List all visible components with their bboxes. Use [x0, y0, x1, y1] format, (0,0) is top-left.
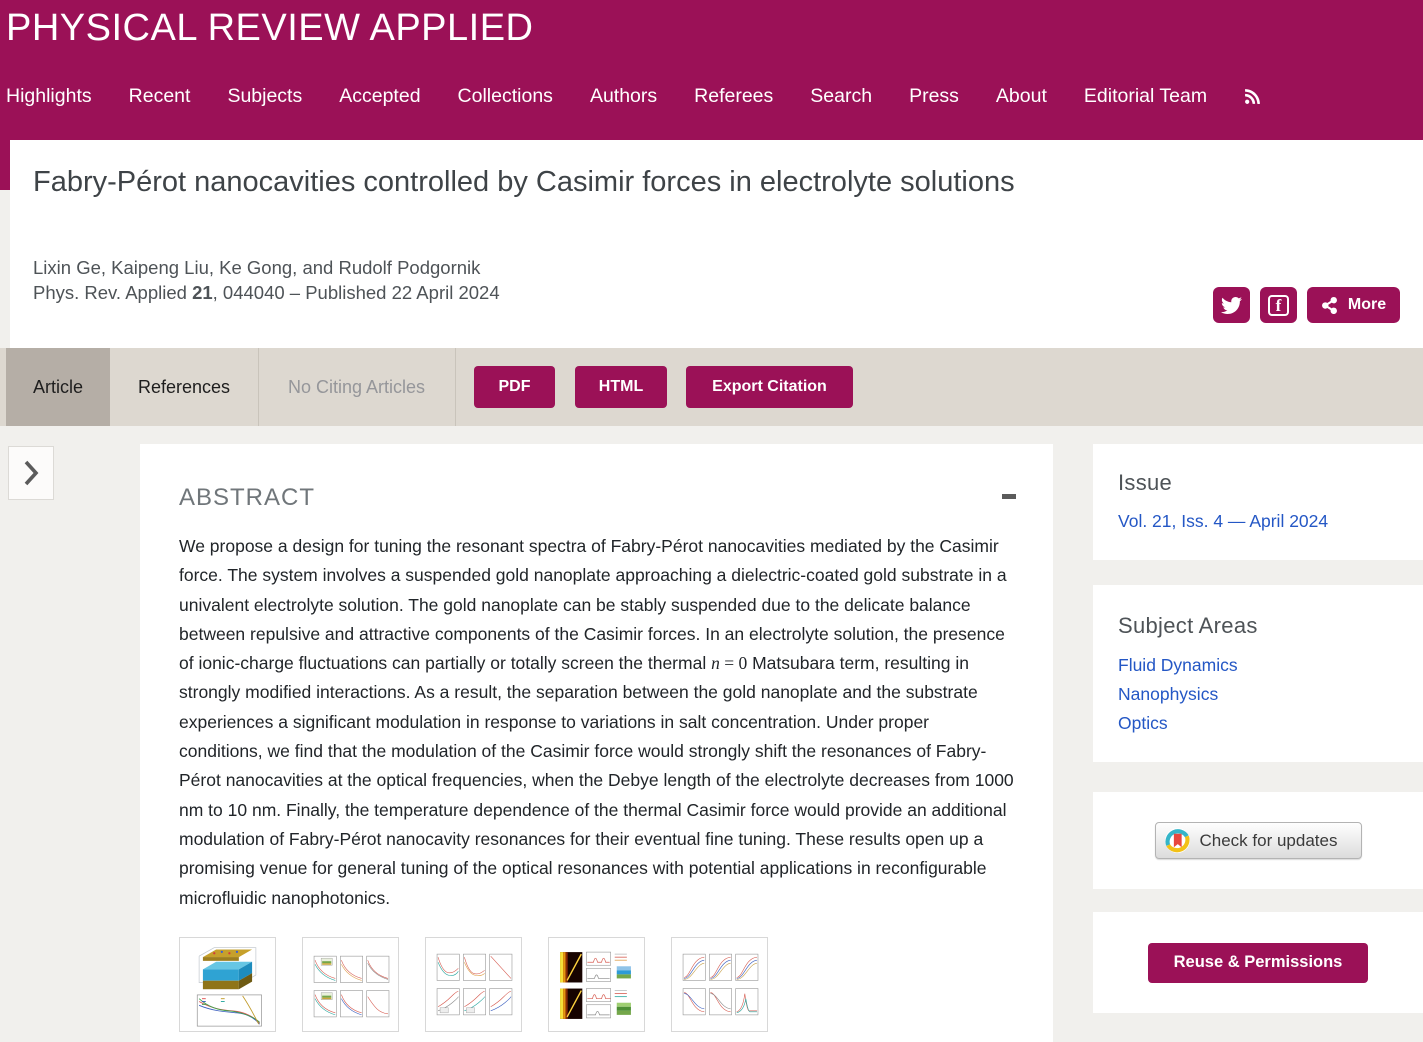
nav-about[interactable]: About [995, 85, 1047, 107]
facebook-share-button[interactable] [1260, 287, 1297, 323]
figure-thumbnails [179, 937, 768, 1032]
abstract-text: We propose a design for tuning the resonant spectra of Fabry-Pérot nanocavities mediated by the Casimir force. The system involves a suspended gold nanoplate approaching a dielectric-coated gold substrate in a univalent electrolyte solution. The gold nanoplate can be stably suspended due to the delicate balance between repulsive and attractive components of the Casimir forces. In an electrolyte solution, the presence of ionic-charge fluctuations can partially or totally screen the thermal n = 0 Matsubara term, resulting in strongly modified interactions. As a result, the separation between the gold nanoplate and the substrate experiences a significant modulation in response to variations in salt concentration. Under proper conditions, we find that the modulation of the Casimir force would strongly shift the resonances of Fabry-Pérot nanocavities at the optical frequencies, when the Debye length of the electrolyte decreases from 1000 nm to 10 nm. Finally, the temperature dependence of the thermal Casimir force would provide an additional modulation of Fabry-Pérot nanocavity resonances for their eventual fine tuning. These results open up a promising venue for general tuning of the optical resonances with potential applications in reconfigurable microfluidic nanophotonics. [179, 536, 1014, 908]
nav-collections[interactable]: Collections [457, 85, 553, 107]
masthead-nav [6, 85, 1261, 108]
nav-recent[interactable]: Recent [128, 85, 191, 107]
abstract-heading: ABSTRACT [179, 484, 316, 511]
check-for-updates-label: Check for updates [1199, 830, 1338, 850]
chevron-right-icon [23, 460, 39, 486]
subject-link-nanophysics[interactable]: Nanophysics [1118, 684, 1219, 704]
collapse-minus-icon[interactable] [1002, 494, 1016, 499]
html-button[interactable]: HTML [575, 366, 667, 408]
nav-editorial-team[interactable]: Editorial Team [1083, 85, 1208, 107]
figure-2-thumbnail[interactable] [302, 937, 399, 1032]
check-updates-card [1093, 792, 1423, 889]
twitter-share-button[interactable] [1213, 287, 1250, 323]
figure-3-thumbnail[interactable] [425, 937, 522, 1032]
reuse-permissions-card [1093, 912, 1423, 1013]
nav-referees[interactable]: Referees [694, 85, 774, 107]
issue-heading: Issue [1118, 470, 1173, 495]
tab-no-citing-articles[interactable]: No Citing Articles [287, 376, 426, 397]
tab-divider [455, 348, 456, 426]
pdf-button[interactable]: PDF [474, 366, 555, 408]
subject-areas-heading: Subject Areas [1118, 613, 1258, 638]
tab-article[interactable]: Article [6, 348, 110, 426]
nav-authors[interactable]: Authors [589, 85, 658, 107]
nav-highlights[interactable]: Highlights [6, 85, 92, 107]
article-title: Fabry-Pérot nanocavities controlled by Casimir forces in electrolyte solutions [33, 166, 1015, 198]
subject-link-optics[interactable]: Optics [1118, 713, 1168, 733]
abstract-card [140, 444, 1053, 1042]
article-citation: Phys. Rev. Applied 21, 044040 – Published 22 April 2024 [33, 282, 500, 303]
figure-1-thumbnail[interactable] [179, 937, 276, 1032]
share-buttons [1213, 287, 1400, 323]
article-tab-strip [0, 348, 1423, 426]
crossmark-check-icon [1164, 827, 1191, 854]
subject-areas-list [1118, 651, 1423, 738]
nav-accepted[interactable]: Accepted [339, 85, 421, 107]
check-for-updates-button[interactable] [1155, 822, 1362, 859]
more-share-label: More [1347, 296, 1387, 313]
nav-search[interactable]: Search [810, 85, 873, 107]
more-share-button[interactable] [1307, 287, 1400, 323]
reuse-permissions-button[interactable]: Reuse & Permissions [1148, 943, 1368, 983]
subject-areas-card [1093, 585, 1423, 762]
journal-title: PHYSICAL REVIEW APPLIED [6, 7, 534, 49]
nav-subjects[interactable]: Subjects [227, 85, 303, 107]
subject-link-fluid-dynamics[interactable]: Fluid Dynamics [1118, 655, 1238, 675]
nav-press[interactable]: Press [909, 85, 959, 107]
figure-4-thumbnail[interactable] [548, 937, 645, 1032]
masthead [0, 0, 1423, 140]
article-authors: Lixin Ge, Kaipeng Liu, Ke Gong, and Rudolf Podgornik [33, 257, 481, 278]
tab-references[interactable]: References [137, 376, 231, 397]
sidebar-expander-button[interactable] [8, 446, 54, 500]
rss-icon[interactable] [1244, 88, 1261, 105]
issue-card [1093, 444, 1423, 560]
export-citation-button[interactable]: Export Citation [686, 366, 853, 408]
brand-accent-strip [0, 140, 10, 190]
share-icon [1321, 297, 1338, 314]
twitter-icon [1221, 295, 1242, 316]
facebook-icon: f [1268, 295, 1289, 316]
figure-5-thumbnail[interactable] [671, 937, 768, 1032]
article-header-card [10, 140, 1423, 348]
inline-math: n [711, 653, 720, 674]
issue-link[interactable]: Vol. 21, Iss. 4 — April 2024 [1118, 511, 1329, 531]
